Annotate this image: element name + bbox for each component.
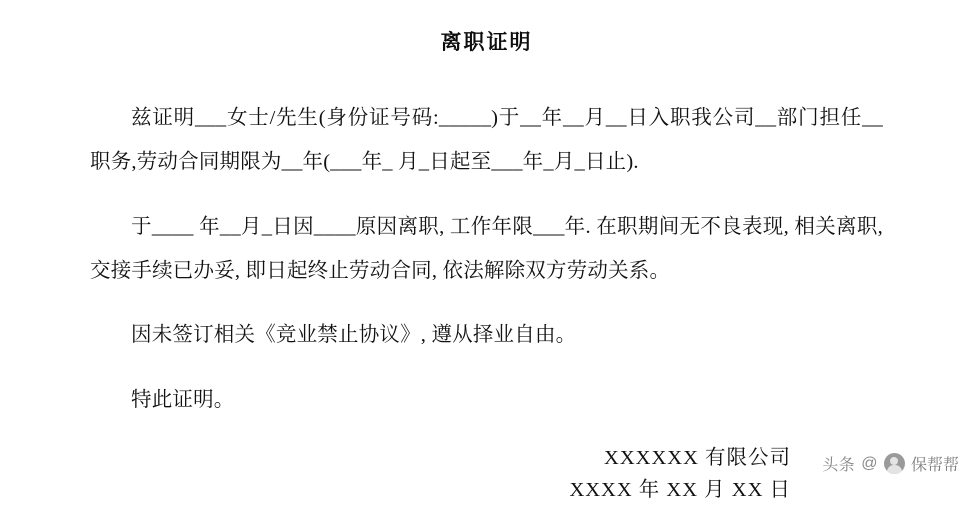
watermark-at-symbol: @ (861, 454, 878, 472)
paragraph-closing: 特此证明。 (131, 388, 235, 411)
paragraph-employment-details: 兹证明___女士/先生(身份证号码:_____)于__年__月__日入职我公司__部门担任__职务,劳动合同期限为__年(___年_ 月_日起至___年_月_日止). (90, 107, 883, 173)
signature-date: XXXX 年 XX 月 XX 日 (569, 479, 791, 501)
watermark (822, 452, 959, 475)
document-body (90, 96, 883, 422)
watermark-platform-label: 头条 (822, 457, 856, 474)
document-page (0, 26, 973, 501)
user-avatar-icon (884, 453, 905, 474)
watermark-author-name: 保帮帮 (910, 457, 959, 474)
signature-block (0, 442, 883, 506)
paragraph-resignation-details: 于____ 年__月_日因____原因离职, 工作年限___年. 在职期间无不良表现, 相关离职, 交接手续已办妥, 即日起终止劳动合同, 依法解除双方劳动关系。 (90, 215, 883, 282)
signature-company: XXXXXX 有限公司 (604, 447, 791, 469)
paragraph-noncompete: 因未签订相关《竞业禁止协议》, 遵从择业自由。 (131, 324, 577, 346)
document-title: 离职证明 (440, 30, 533, 54)
